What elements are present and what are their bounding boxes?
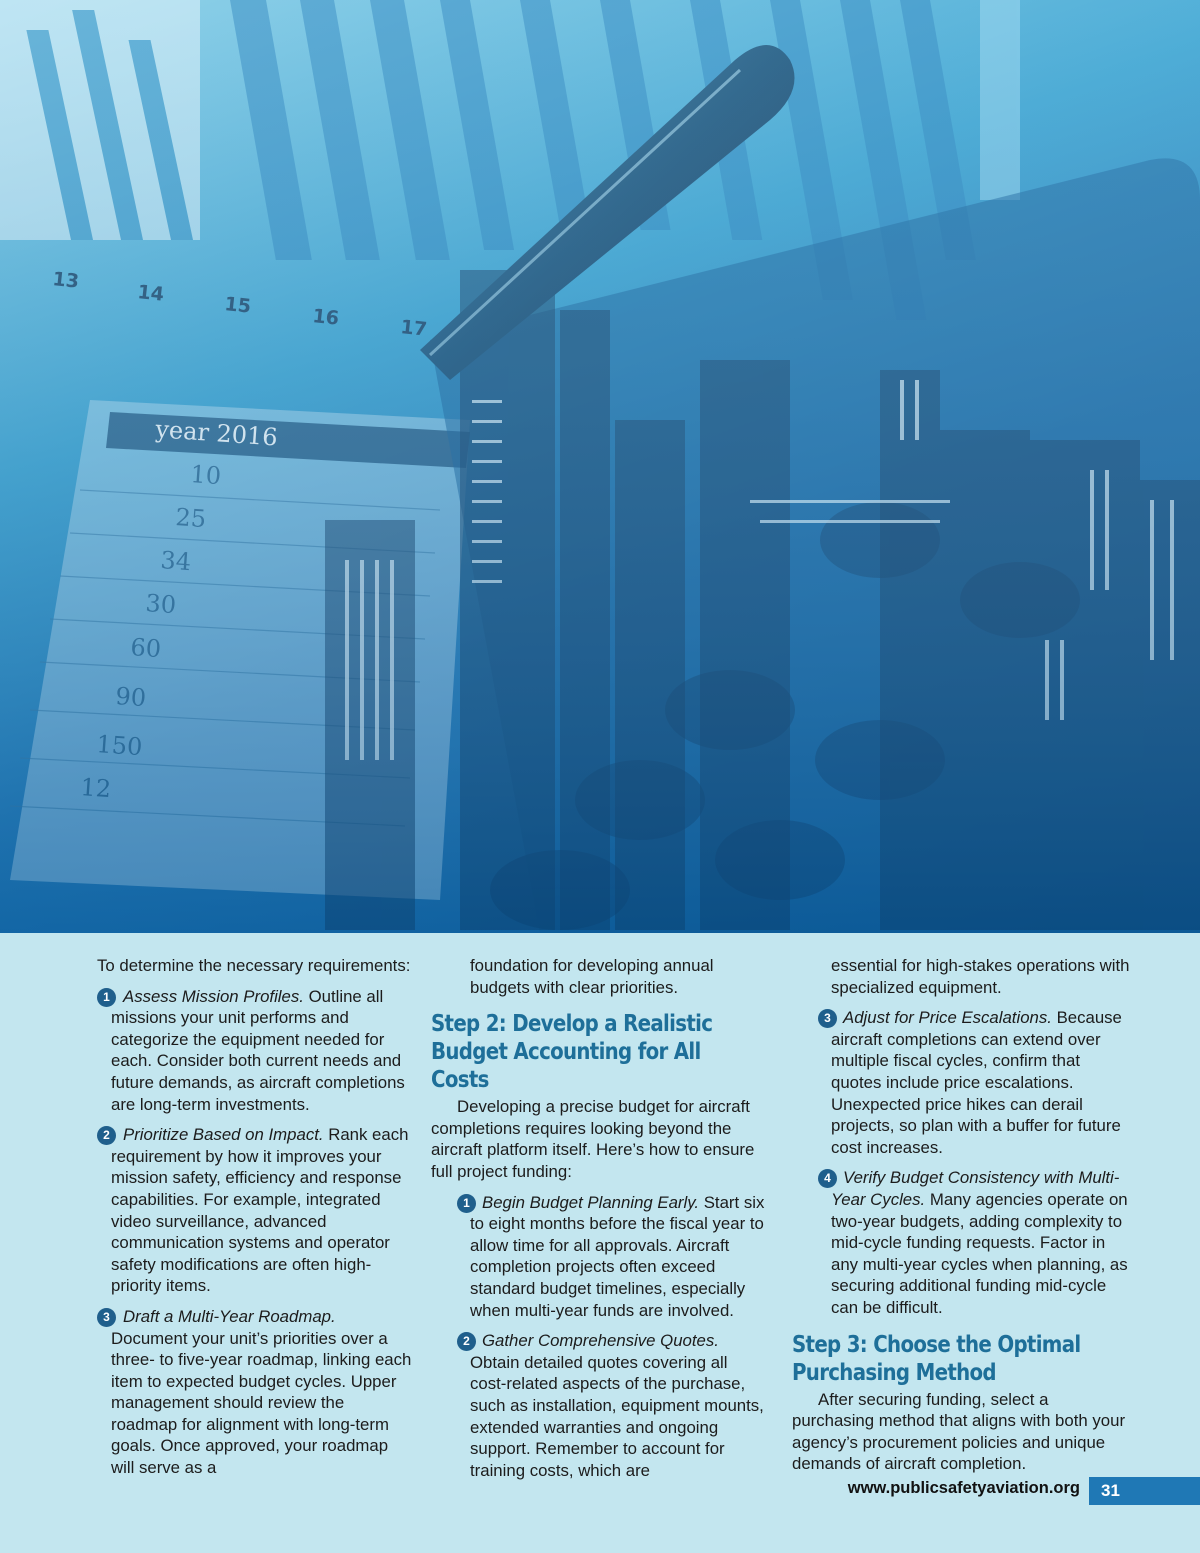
number-badge: 2	[97, 1126, 116, 1145]
list-item	[824, 1007, 1132, 1158]
section-intro: After securing funding, select a purchasing method that aligns with both your agency’s procurement policies and unique demands of aircraft completion.	[792, 1389, 1126, 1474]
list-item	[824, 1167, 1132, 1318]
list-item	[463, 1330, 766, 1481]
list-item	[463, 1192, 766, 1322]
item-lead: Adjust for Price Escalations.	[843, 1008, 1052, 1028]
continued-text: foundation for developing annual budgets with clear priorities.	[470, 956, 714, 997]
item-text: Many agencies operate on two-year budgets, adding complexity to mid-cycle funding requests. Factor in any multi-year cycles when planning, as securing additional funding mid-cycle can be difficult.	[831, 1189, 1128, 1317]
intro-paragraph: To determine the necessary requirements:	[97, 956, 411, 975]
item-text: Obtain detailed quotes covering all cost-related aspects of the purchase, such as installation, equipment mounts, extended warranties and ongoing support. Remember to account for training costs, which are	[470, 1352, 764, 1480]
section-heading-step-2: Step 2: Develop a Realistic Budget Accounting for All Costs	[431, 1011, 713, 1094]
item-lead: Draft a Multi-Year Roadmap.	[123, 1306, 336, 1326]
column-3	[792, 955, 1132, 1475]
item-lead: Verify Budget Consistency with Multi-Year Cycles.	[831, 1168, 1120, 1209]
item-text: Rank each requirement by how it improves your mission safety, efficiency and response capabilities. For example, integrated video surveillance, advanced communication systems and operator safety modifications are often high-priority items.	[111, 1125, 409, 1296]
page-number: 31	[1089, 1477, 1200, 1505]
item-text: Because aircraft completions can extend over multiple fiscal cycles, confirm that quotes include price escalations. Unexpected price hikes can derail projects, so plan with a buffer for future cost increases.	[831, 1008, 1122, 1157]
item-lead: Prioritize Based on Impact.	[123, 1125, 324, 1145]
sub-list	[431, 1192, 766, 1482]
item-text: Document your unit’s priorities over a three- to five-year roadmap, linking each item to expected budget cycles. Upper management should review the roadmap for alignment with long-term goals. Once approved, your roadmap will serve as a	[111, 1328, 412, 1478]
number-badge: 3	[818, 1009, 837, 1028]
item-text: Start six to eight months before the fiscal year to allow time for all approvals. Aircraft completion projects often exceed standard budget timelines, especially when multi-year funds are involved.	[470, 1192, 765, 1320]
footer-url[interactable]: www.publicsafetyaviation.org	[847, 1479, 1080, 1497]
section-intro: Developing a precise budget for aircraft completions requires looking beyond the aircraft platform itself. Here’s how to ensure full project funding:	[431, 1097, 755, 1181]
number-badge: 4	[818, 1169, 837, 1188]
column-1	[97, 955, 412, 1488]
section-heading-step-3: Step 3: Choose the Optimal Purchasing Method	[792, 1331, 1081, 1386]
item-lead: Assess Mission Profiles.	[123, 986, 304, 1006]
list-item	[97, 1124, 412, 1297]
number-badge: 1	[457, 1194, 476, 1213]
number-badge: 2	[457, 1332, 476, 1351]
number-badge: 3	[97, 1308, 116, 1327]
list-item	[97, 1306, 412, 1479]
item-lead: Gather Comprehensive Quotes.	[482, 1331, 719, 1351]
sub-list	[792, 1007, 1132, 1318]
column-2	[431, 955, 766, 1490]
item-text: Outline all missions your unit performs and categorize the equipment needed for each. Consider both current needs and future demands, as aircraft completions are long-term investments.	[111, 986, 405, 1114]
item-lead: Begin Budget Planning Early.	[482, 1192, 700, 1212]
continued-text: essential for high-stakes operations with specialized equipment.	[831, 956, 1130, 997]
number-badge: 1	[97, 988, 116, 1007]
list-item	[97, 986, 412, 1116]
